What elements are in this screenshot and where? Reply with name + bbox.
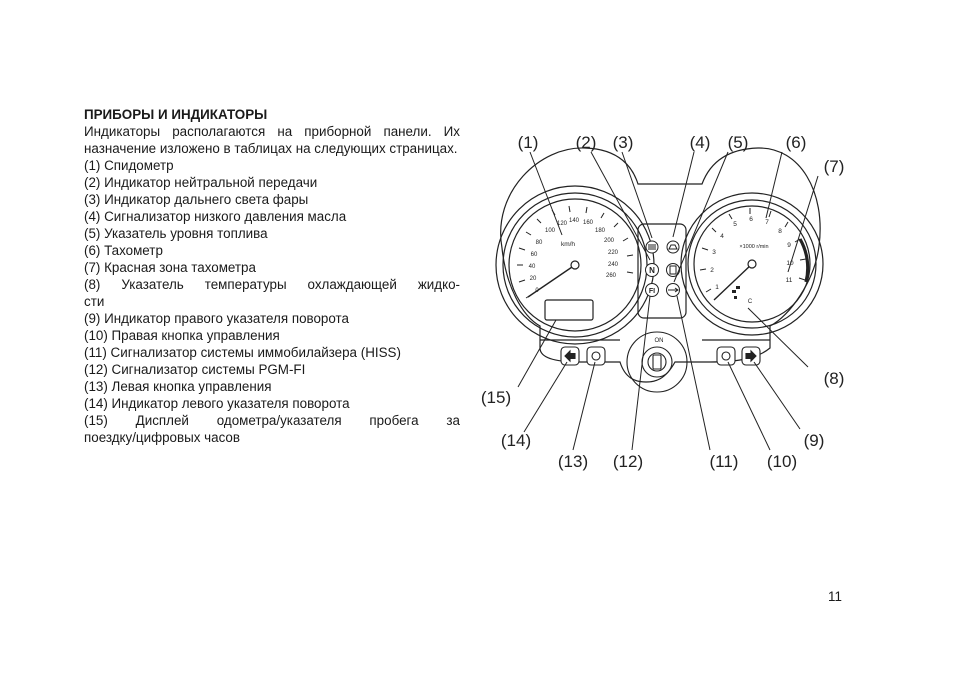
callout-13: (13) bbox=[557, 452, 589, 471]
speed-tick-label: 140 bbox=[568, 218, 580, 224]
callout-15: (15) bbox=[480, 388, 512, 407]
callout-2: (2) bbox=[575, 133, 597, 152]
rpm-tick-label: 1 bbox=[715, 284, 719, 291]
rpm-tick-label: 6 bbox=[749, 216, 753, 223]
list-item: (8) Указатель температуры охлаждающей жидко- bbox=[84, 277, 460, 292]
page-number: 11 bbox=[828, 589, 842, 604]
callout-8: (8) bbox=[823, 369, 845, 388]
callout-1: (1) bbox=[517, 133, 539, 152]
list-item-continuation: поездку/цифровых часов bbox=[84, 430, 240, 445]
speed-tick-label: 240 bbox=[607, 262, 619, 268]
instrument-panel-diagram bbox=[470, 120, 860, 480]
rpm-tick-label: 5 bbox=[733, 221, 737, 228]
callout-3: (3) bbox=[612, 133, 634, 152]
rpm-tick-label: 10 bbox=[786, 260, 794, 267]
speedometer-hub bbox=[571, 261, 579, 269]
rpm-tick-label: 9 bbox=[787, 242, 791, 249]
tachometer-needle bbox=[714, 264, 752, 300]
rpm-tick-label: 4 bbox=[720, 233, 724, 240]
oil-pressure-indicator-icon bbox=[667, 241, 679, 253]
speed-tick-label: 80 bbox=[535, 240, 543, 246]
list-item: (12) Сигнализатор системы PGM-FI bbox=[84, 362, 306, 377]
callout-10: (10) bbox=[766, 452, 798, 471]
list-item: (1) Спидометр bbox=[84, 158, 174, 173]
list-item-continuation: сти bbox=[84, 294, 105, 309]
ignition-on-label: ON bbox=[654, 338, 664, 344]
callout-7: (7) bbox=[823, 157, 845, 176]
pgm-fi-indicator-label: FI bbox=[648, 288, 656, 295]
list-item: (9) Индикатор правого указателя поворота bbox=[84, 311, 349, 326]
section-heading: ПРИБОРЫ И ИНДИКАТОРЫ bbox=[84, 107, 268, 122]
list-item: (14) Индикатор левого указателя поворота bbox=[84, 396, 350, 411]
rpm-tick-label: 2 bbox=[710, 267, 714, 274]
rpm-unit-label: ×1000 r/min bbox=[739, 244, 769, 250]
rpm-tick-label: 3 bbox=[712, 249, 716, 256]
speed-tick-label: 100 bbox=[544, 228, 556, 234]
speed-tick-label: 20 bbox=[529, 276, 537, 282]
callout-12: (12) bbox=[612, 452, 644, 471]
callout-4: (4) bbox=[689, 133, 711, 152]
list-item: (15) Дисплей одометра/указателя пробега за bbox=[84, 413, 460, 428]
speed-tick-label: 180 bbox=[594, 228, 606, 234]
list-item: (6) Тахометр bbox=[84, 243, 163, 258]
temp-gauge-label: C bbox=[747, 299, 753, 305]
rpm-tick-label: 8 bbox=[778, 228, 782, 235]
temperature-bars bbox=[732, 286, 740, 299]
text-column bbox=[84, 106, 460, 446]
speed-tick-label: 220 bbox=[607, 250, 619, 256]
list-item: (10) Правая кнопка управления bbox=[84, 328, 280, 343]
neutral-indicator-label: N bbox=[649, 266, 655, 275]
rpm-tick-label: 11 bbox=[785, 277, 793, 284]
speed-tick-label: 120 bbox=[556, 221, 568, 227]
list-item: (4) Сигнализатор низкого давления масла bbox=[84, 209, 347, 224]
speed-unit-label: km/h bbox=[560, 241, 576, 248]
list-item: (7) Красная зона тахометра bbox=[84, 260, 256, 275]
tachometer-hub bbox=[748, 260, 756, 268]
intro-paragraph: Индикаторы располагаются на приборной панели. Их назначение изложено в таблицах на следующих страницах. bbox=[84, 124, 460, 156]
list-item: (2) Индикатор нейтральной передачи bbox=[84, 175, 318, 190]
speed-tick-label: 60 bbox=[530, 252, 538, 258]
list-item: (5) Указатель уровня топлива bbox=[84, 226, 268, 241]
speed-tick-label: 40 bbox=[528, 264, 536, 270]
list-item: (13) Левая кнопка управления bbox=[84, 379, 272, 394]
callout-6: (6) bbox=[785, 133, 807, 152]
callout-11: (11) bbox=[709, 452, 739, 471]
callout-5: (5) bbox=[727, 133, 749, 152]
callout-14: (14) bbox=[500, 431, 532, 450]
list-item: (3) Индикатор дальнего света фары bbox=[84, 192, 309, 207]
speed-tick-label: 160 bbox=[582, 220, 594, 226]
odometer-display bbox=[545, 300, 593, 320]
speed-tick-label: 200 bbox=[603, 238, 615, 244]
rpm-tick-label: 7 bbox=[765, 219, 769, 226]
speed-tick-label: 260 bbox=[605, 273, 617, 279]
callout-9: (9) bbox=[803, 431, 825, 450]
list-item: (11) Сигнализатор системы иммобилайзера (HISS) bbox=[84, 345, 401, 360]
